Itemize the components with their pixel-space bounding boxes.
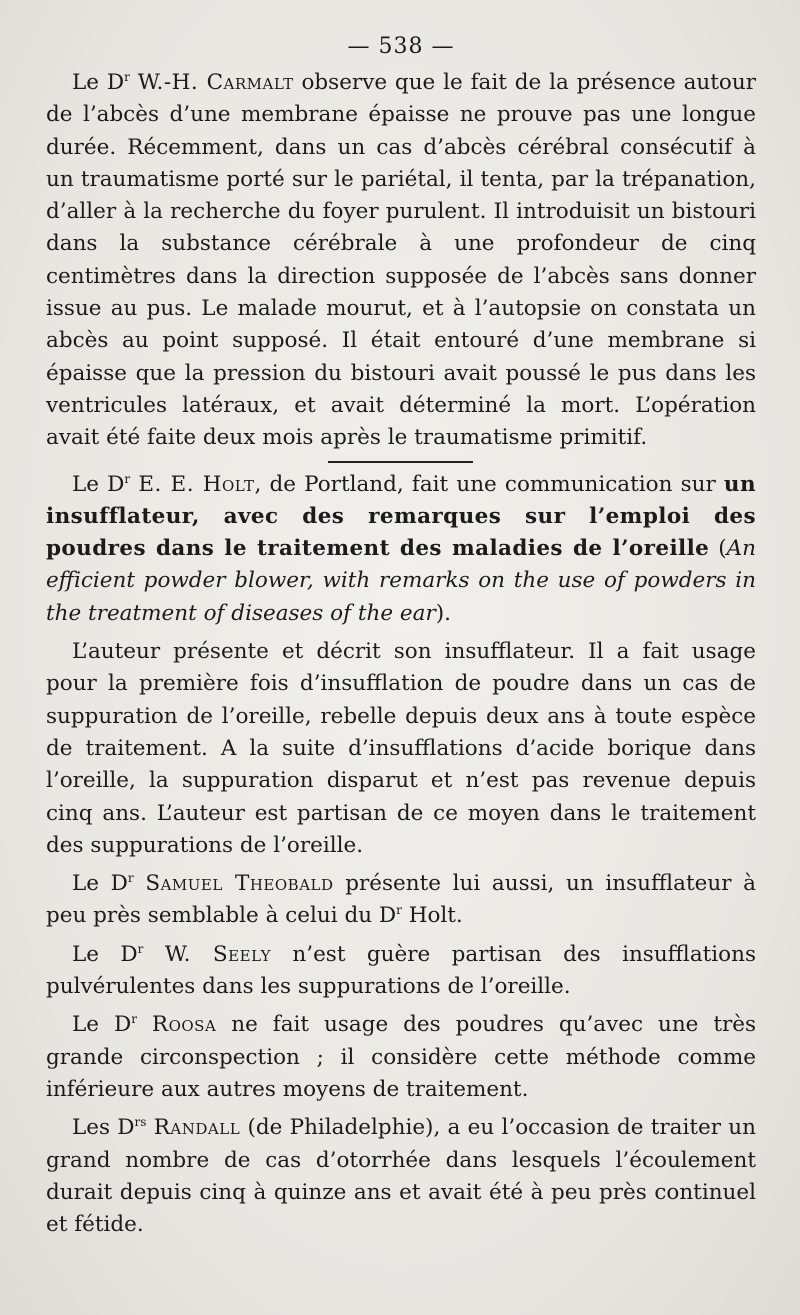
doctor-prefix: Le D [72,1012,132,1038]
author-name: E. E. Holt [138,471,255,497]
doctor-prefix: Le D [72,941,138,967]
paragraph-carmalt [46,67,756,455]
paragraph-text: n’est guère partisan des insufflations pulvérulentes dans les suppurations de l’oreille. [46,941,756,1000]
paragraph-insufflateur: L’auteur présente et décrit son insufflateur. Il a fait usage pour la première fois d’insufflation de poudre dans un cas de suppuration de l’oreille, rebelle depuis deux ans à toute espèce de traitement. A la suite d’insufflations d’acide borique dans l’oreille, la suppuration disparut et n’est pas revenue depuis cinq ans. L’auteur est partisan de ce moyen dans le traitement des suppurations de l’oreille. [46,639,756,858]
doctor-prefix: Le D [72,471,125,497]
paragraph-text: (de Philadelphie), a eu l’occasion de traiter un grand nombre de cas d’otorrhée dans lesquels l’écoulement durait depuis cinq à quinze ans et avait été à peu près continuel et fétide. [46,1115,756,1238]
author-name: Samuel Theobald [145,871,334,897]
page-number: — 538 — [347,34,455,59]
doctor-prefix: Les D [72,1115,135,1141]
doctor-prefix: Le D [72,871,128,897]
superscript: r [396,903,402,918]
author-name: W. Seely [164,941,271,967]
author-name: W.-H. Carmalt [137,70,294,95]
author-name: Roosa [151,1012,217,1038]
paragraph-text: , de Portland, fait une communication sur [254,471,716,497]
superscript: r [124,471,131,486]
superscript: r [124,70,130,84]
paragraph-text-end: Holt. [401,903,463,929]
close-paren: ). [435,600,451,626]
author-name: Randall [153,1115,241,1141]
paragraph-randall [46,1112,756,1241]
paragraph-text: ne fait usage des poudres qu’avec une très grande circonspection ; il considère cette méthode comme inférieure aux autres moyens de traitement. [46,1012,757,1102]
paragraph-theobald [46,868,756,933]
section-divider [328,461,473,463]
paragraph-roosa [46,1009,756,1106]
paragraph-text: observe que le fait de la présence autour de l’abcès d’une membrane épaisse ne prouve pas une longue durée. Récemment, dans un cas d’abcès cérébral consécutif à un traumatisme porté sur le pariétal, il tenta, par la trépanation, d’aller à la recherche du foyer purulent. Il introduisit un bistouri dans la substance cérébrale à une profondeur de cinq centimètres dans la direction supposée de l’abcès sans donner issue au pus. Le malade mourut, et à l’autopsie on constata un abcès au point supposé. Il était entouré d’une membrane si épaisse que la pression du bistouri avait poussé le pus dans les ventricules latéraux, et avait déterminé la mort. L’opération avait été faite deux mois après le traumatisme primitif. [46,70,756,451]
superscript: r [131,1012,137,1027]
bold-title: un insufflateur, avec des remarques sur l’emploi des poudres dans le traitement des maladies de l’oreille [46,471,756,562]
doctor-prefix: Le D [72,70,125,95]
paragraph-holt [46,469,756,630]
open-paren: ( [718,536,727,562]
superscript: r [127,871,134,886]
superscript: r [137,941,144,956]
superscript: rs [134,1115,147,1130]
english-title: An efficient powder blower, with remarks on the use of powders in the treatment of diseases of the ear [46,536,756,626]
paragraph-seely [46,939,756,1004]
paragraph-text: présente lui aussi, un insufflateur à peu près semblable à celui du D [46,871,756,929]
